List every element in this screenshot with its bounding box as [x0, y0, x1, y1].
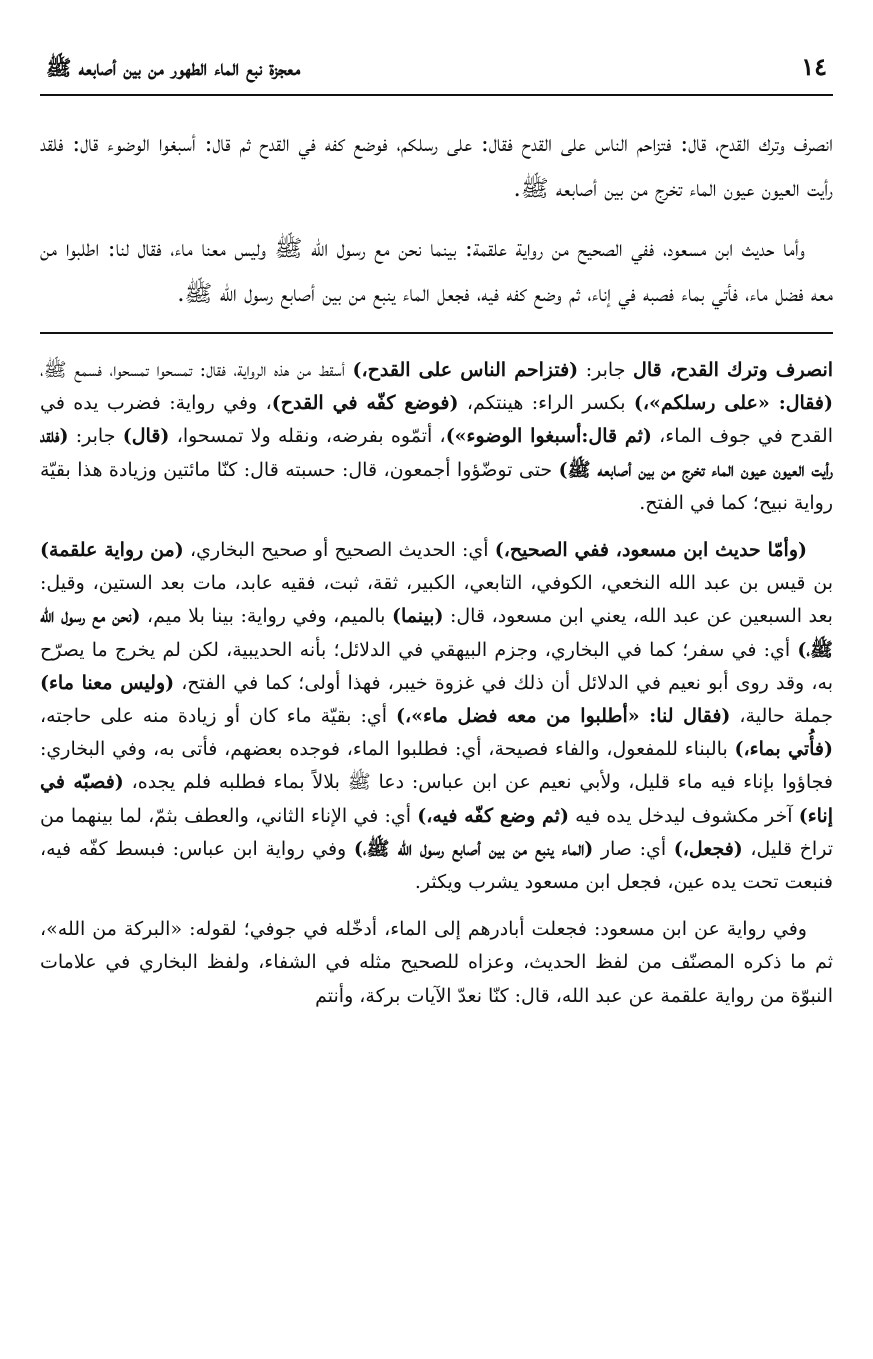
bold-quoted-phrase: (فجعل،)	[673, 837, 743, 860]
commentary-text: أسقط من هذه الرواية، فقال: تمسحوا تمسحوا، فسمع ﷺ،	[40, 359, 353, 381]
bold-quoted-phrase: (فتزاحم الناس على القدح،)	[352, 359, 579, 381]
commentary-text: أي: بقيّة ماء كان أو زيادة منه على حاجته،	[40, 705, 396, 728]
bold-quoted-phrase: (الماء ينبع من بين أصابع رسول الله ﷺ،)	[353, 837, 594, 860]
bold-quoted-phrase: (ثم وضع كفّه فيه،)	[417, 804, 569, 827]
page-header	[40, 52, 833, 96]
commentary-paragraph	[40, 534, 833, 899]
commentary-text: ، وفي رواية: فضرب يده في القدح في جوف الماء،	[40, 392, 833, 448]
commentary-text: بالميم، وفي رواية: بينا بلا ميم،	[140, 605, 392, 628]
bold-quoted-phrase: (من رواية علقمة)	[40, 539, 184, 562]
commentary-text: وفي رواية عن ابن مسعود: فجعلت أبادرهم إلى الماء، أدخّله في جوفي؛ لقوله: «البركة من الله»، ثم ما ذكره المصنّف من لفظ الحديث، وعزاه للصحيح مثله في الشفاء، ولفظ البخاري في علامات النبوّة من رواية علقمة عن عبد الله، قال: كنّا نعدّ الآيات بركة، وأنتم	[40, 918, 833, 1007]
commentary-text: بالبناء للمفعول، والفاء فصيحة، أي: فطلبوا الماء، فوجده بعضهم، فأتى به، وفي البخاري: فجاؤوا بإناء فيه ماء قليل، ولأبي نعيم عن ابن عباس: دعا ﷺ بلالاً بماء فطلبه فلم يجده،	[40, 738, 833, 794]
commentary-text: أي: في الإناء الثاني، والعطف بثمّ، لما بينهما من تراخ قليل،	[40, 804, 833, 860]
bold-quoted-phrase: (وأمّا حديث ابن مسعود، ففي الصحيح،)	[494, 539, 807, 562]
commentary-text: جابر:	[578, 359, 634, 381]
bold-quoted-phrase: (فقال: «على رسلكم»،)	[633, 392, 833, 415]
bold-quoted-phrase: (فصبّه في إناء)	[40, 771, 833, 827]
running-title: معجزة نبع الماء الطهور من بين أصابعه ﷺ	[46, 55, 301, 80]
bold-quoted-phrase: (ثم قال:أسبغوا الوضوء»)	[445, 425, 652, 448]
bold-quoted-phrase: (نحن مع رسول الله ﷺ،)	[40, 605, 833, 661]
commentary-text: بكسر الراء: هينتكم،	[458, 392, 634, 415]
commentary-text: أي: الحديث الصحيح أو صحيح البخاري،	[183, 539, 495, 562]
commentary	[40, 354, 833, 1013]
hadith-paragraph-jabir: انصرف وترك القدح، قال: فتزاحم الناس على القدح فقال: على رسلكم، فوضع كفه في القدح ثم قال: أسبغوا الوضوء قال: فلقد رأيت العيون عيون الماء تخرج من بين أصابعه ﷺ.	[40, 131, 833, 202]
bold-quoted-phrase: (فقال لنا: «أطلبوا من معه فضل ماء»،)	[396, 705, 731, 728]
commentary-text: آخر مكشوف ليدخل يده فيه	[568, 804, 799, 827]
commentary-text: بن قيس بن عبد الله النخعي، الكوفي، التابعي، الكبير، ثقة، ثبت، فقيه عابد، مات بعد الستين، وقيل: بعد السبعين عن عبد الله، يعني ابن مسعود، قال:	[40, 572, 833, 628]
hadith-text	[40, 122, 833, 316]
bold-quoted-phrase: (فوضع كفّه في القدح)	[271, 392, 459, 415]
bold-quoted-phrase: (فلقد رأيت العيون عيون الماء تخرج من بين أصابعه ﷺ)	[40, 425, 833, 481]
page-number: ١٤	[801, 52, 827, 81]
bold-quoted-phrase: انصرف وترك القدح، قال	[633, 359, 834, 381]
bold-quoted-phrase: (قال)	[122, 425, 170, 448]
text-commentary-separator	[40, 332, 833, 334]
bold-quoted-phrase: (بينما)	[391, 605, 444, 628]
commentary-text: وفي رواية ابن عباس: فبسط كفّه فيه، فنبعت تحت يده عين، فجعل ابن مسعود يشرب ويكثر.	[40, 837, 833, 894]
commentary-paragraph	[40, 913, 833, 1013]
commentary-text: جملة حالية،	[730, 705, 833, 728]
bold-quoted-phrase: (فأُتي بماء،)	[734, 738, 834, 761]
commentary-text: أي: في سفر؛ كما في البخاري، وجزم البيهقي في الدلائل؛ بأنه الحديبية، لكن لم يخرج ما يصرّح به، وقد روى أبو نعيم في الدلائل أن ذلك في غزوة خيبر، فهذا أولى؛ كما في الفتح،	[40, 638, 833, 694]
bold-quoted-phrase: (وليس معنا ماء)	[40, 671, 175, 694]
commentary-text: حتى توضّؤوا أجمعون، قال: حسبته قال: كنّا مائتين وزيادة هذا بقيّة رواية نبيح؛ كما في الفتح.	[40, 458, 833, 514]
commentary-text: جابر:	[68, 425, 123, 448]
hadith-paragraph-ibn-masud: وأما حديث ابن مسعود، ففي الصحيح من رواية علقمة: بينما نحن مع رسول الله ﷺ وليس معنا ماء، فقال لنا: اطلبوا من معه فضل ماء، فأتي بماء فصبه في إناء، ثم وضع كفه فيه، فجعل الماء ينبع من بين أصابع رسول الله ﷺ.	[40, 236, 833, 307]
commentary-paragraph	[40, 354, 833, 520]
commentary-text: أي: صار	[593, 837, 674, 860]
commentary-text: ، أتمّوه بفرضه، ونقله ولا تمسحوا،	[169, 425, 446, 448]
